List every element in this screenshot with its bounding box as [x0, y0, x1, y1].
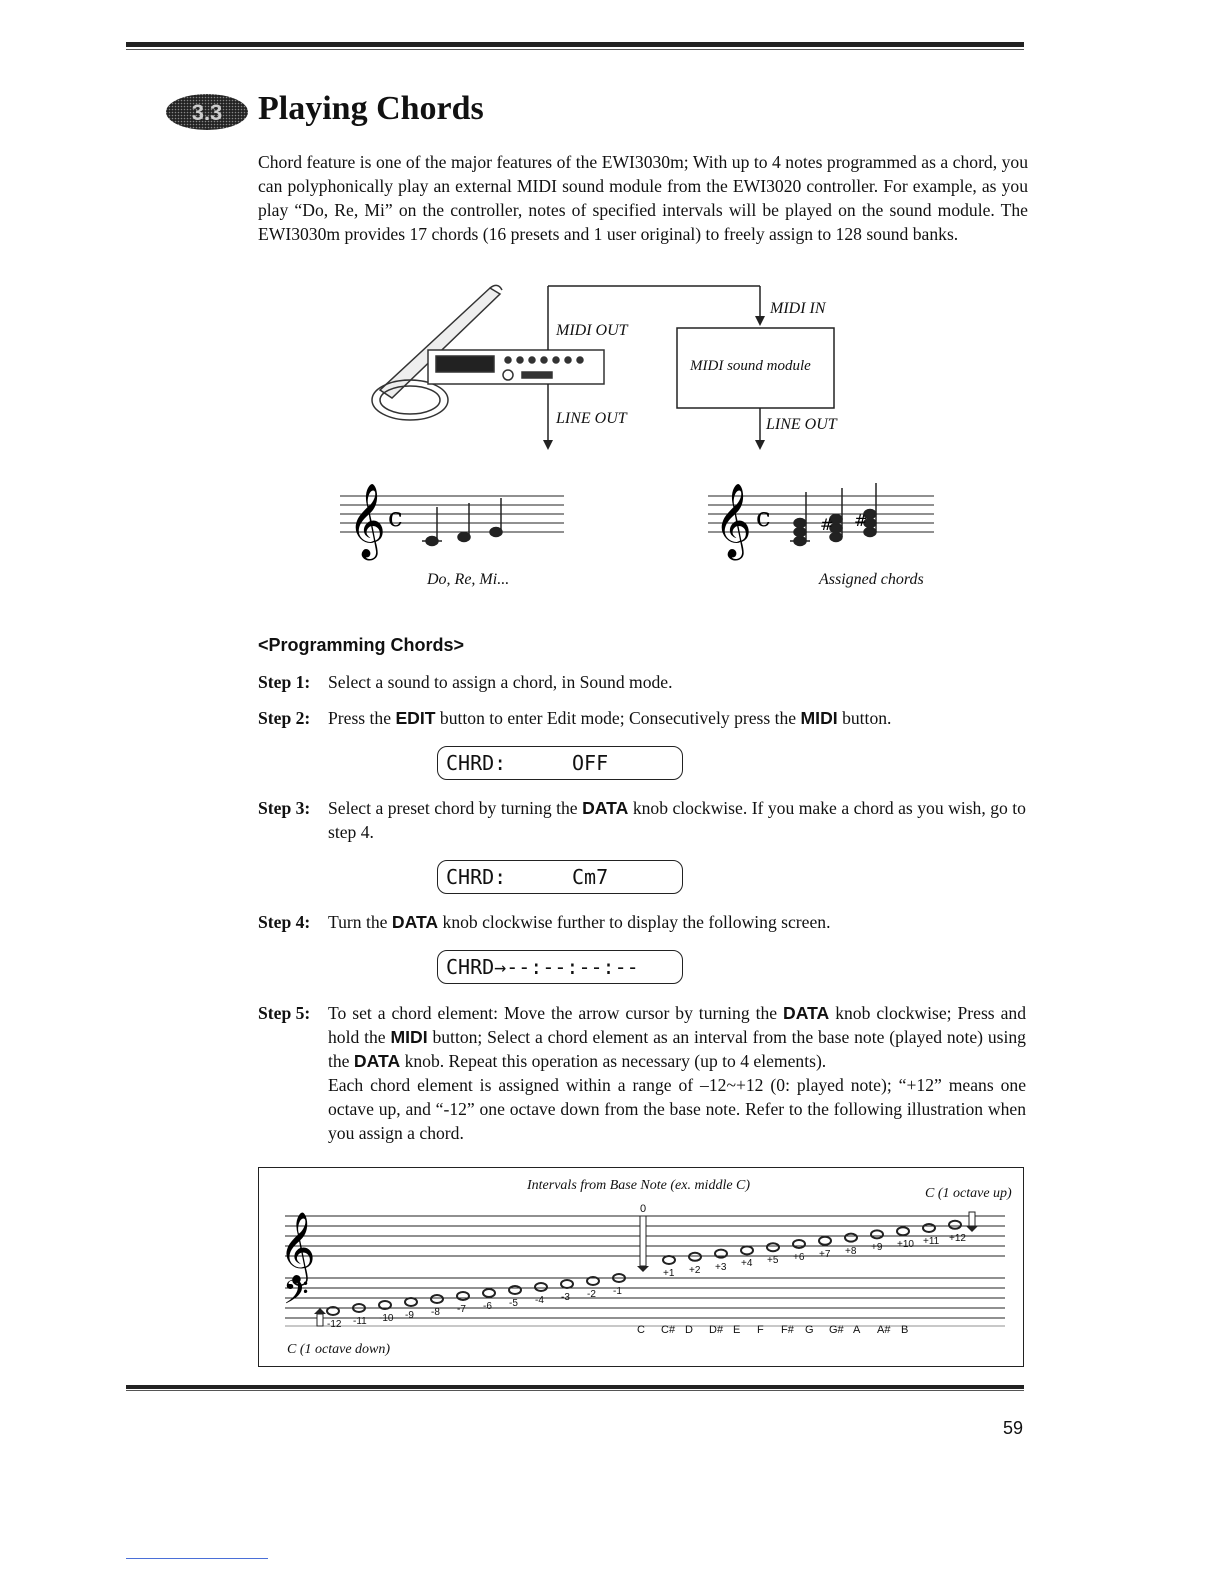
page-title: Playing Chords [258, 90, 484, 127]
descending-notes [327, 1274, 625, 1315]
lcd-display-chord-cm7: CHRD: Cm7 [437, 860, 683, 894]
step-text: Select a sound to assign a chord, in Sound mode. [328, 672, 673, 692]
interval-up-label: +3 [715, 1261, 727, 1273]
interval-up-label: +12 [949, 1232, 966, 1244]
note-head [431, 1295, 443, 1303]
note-name-label: D [685, 1324, 693, 1336]
note-head [793, 1240, 805, 1248]
note-head [871, 1230, 883, 1238]
note-head [819, 1237, 831, 1245]
interval-up-label: +5 [767, 1255, 779, 1267]
octave-down-label: C (1 octave down) [287, 1342, 391, 1357]
note-name-label: E [733, 1324, 741, 1336]
interval-down-label: -12 [327, 1319, 342, 1330]
note-head [767, 1243, 779, 1251]
note-name-label: F# [781, 1324, 794, 1336]
interval-down-label: -1 [613, 1286, 622, 1297]
note-name-label: G# [829, 1324, 844, 1336]
caption-assigned-chords: Assigned chords [819, 571, 924, 588]
note-head [897, 1227, 909, 1235]
note-head [689, 1253, 701, 1261]
note-head [535, 1283, 547, 1291]
note-head [483, 1289, 495, 1297]
note-head [561, 1280, 573, 1288]
interval-chart [258, 1167, 1024, 1367]
note-name-label: C# [661, 1324, 676, 1336]
zero-label: 0 [640, 1203, 647, 1215]
section-badge-icon [165, 93, 249, 131]
top-rule [126, 42, 1024, 47]
bottom-rule [126, 1385, 1024, 1389]
note-name-label: A# [877, 1324, 891, 1336]
treble-clef-icon-2: 𝄞 [714, 484, 752, 558]
note-head [741, 1246, 753, 1254]
note-head [405, 1298, 417, 1306]
bass-staff [285, 1278, 1005, 1318]
interval-down-label: -7 [457, 1304, 466, 1315]
interval-up-label: +4 [741, 1258, 753, 1270]
ewi3030m-module-icon [428, 350, 604, 384]
note-head [923, 1224, 935, 1232]
interval-down-label: -10 [379, 1313, 394, 1324]
intro-paragraph: Chord feature is one of the major features of the EWI3030m; With up to 4 notes programmed as a chord, you can polyphonically play an external MIDI sound module from the EWI3020 controller. For example, as you play “Do, Re, Mi” on the controller, notes of specified intervals will be played on the sound module. The EWI3030m provides 17 chords (16 presets and 1 user original) to freely assign to 128 sound banks. [258, 152, 1028, 244]
svg-text:#: # [820, 515, 834, 534]
note-head [949, 1221, 961, 1229]
line-out-left-label: LINE OUT [556, 410, 627, 427]
step-text: Turn the DATA knob clockwise further to display the following screen. [328, 912, 831, 932]
interval-down-label: -5 [509, 1298, 518, 1309]
svg-text:c: c [756, 503, 771, 533]
interval-up-label: +8 [845, 1245, 857, 1257]
step-text: Select a preset chord by turning the DATA knob clockwise. If you make a chord as you wish, go to step 4. [328, 798, 1026, 842]
svg-text:c: c [388, 503, 403, 533]
edit-keyword: EDIT [395, 708, 436, 728]
step-label: Step 1: [258, 672, 311, 692]
interval-up-label: +7 [819, 1248, 831, 1260]
footer-link-line [126, 1558, 268, 1559]
interval-down-label: -6 [483, 1301, 492, 1312]
chart-title: Intervals from Base Note (ex. middle C) [527, 1178, 751, 1193]
step-label: Step 5: [258, 1003, 311, 1023]
note-head [457, 1292, 469, 1300]
page-number: 59 [1003, 1418, 1024, 1438]
note-head [663, 1256, 675, 1264]
bottom-rule-thin [126, 1390, 1024, 1391]
svg-text:#: # [854, 511, 868, 530]
interval-down-label: -9 [405, 1310, 414, 1321]
note-name-label: C [637, 1324, 645, 1336]
note-name-label: F [757, 1324, 764, 1336]
ascending-notes [663, 1221, 961, 1267]
line-out-right-label: LINE OUT [766, 416, 837, 433]
step-label: Step 3: [258, 798, 311, 818]
step-text: To set a chord element: Move the arrow cursor by turning the DATA knob clockwise; Press and hold the MIDI button; Select a chord element as an interval from the base note (played note) using the DATA knob. Repeat this operation as necessary (up to 4 elements). Each chord element is assigned within a range of –12~+12 (0: played note); “+12” means one octave up, and “-12” one octave down from the base note. Refer to the following illustration when you assign a chord. [328, 1003, 1026, 1143]
midi-in-label: MIDI IN [770, 300, 826, 317]
note-head [509, 1286, 521, 1294]
interval-down-label: -2 [587, 1289, 596, 1300]
interval-up-label: +6 [793, 1252, 805, 1263]
note-name-label: G [805, 1324, 814, 1336]
connection-diagram [340, 280, 980, 610]
section-heading: <Programming Chords> [258, 635, 465, 655]
lcd-display-chord-off: CHRD: OFF [437, 746, 683, 780]
treble-clef-icon: 𝄞 [348, 484, 386, 558]
interval-down-label: -4 [535, 1295, 544, 1306]
note-name-label: A [853, 1324, 861, 1336]
interval-up-label: +1 [663, 1268, 675, 1279]
lcd-display-chord-edit: CHRD→--:--:--:-- [437, 950, 683, 984]
interval-down-label: -3 [561, 1292, 570, 1303]
data-keyword: DATA [391, 912, 439, 932]
octave-up-label: C (1 octave up) [925, 1186, 1012, 1201]
note-name-label: B [901, 1324, 909, 1336]
interval-down-label: -8 [431, 1307, 440, 1318]
step-text: Press the EDIT button to enter Edit mode; Consecutively press the MIDI button. [328, 708, 892, 728]
interval-up-label: +11 [923, 1236, 940, 1247]
midi-out-label: MIDI OUT [556, 322, 628, 339]
top-rule-thin [126, 49, 1024, 50]
interval-up-label: +10 [897, 1239, 914, 1251]
step-label: Step 2: [258, 708, 311, 728]
caption-do-re-mi: Do, Re, Mi... [427, 571, 510, 588]
midi-keyword: MIDI [800, 708, 838, 728]
midi-sound-module-label: MIDI sound module [690, 358, 811, 374]
interval-up-label: +2 [689, 1264, 701, 1276]
note-head [845, 1234, 857, 1242]
interval-down-label: -11 [353, 1316, 367, 1327]
section-badge: 3.3 [191, 100, 223, 125]
data-keyword: DATA [582, 798, 629, 818]
bass-clef-icon: 𝄢 [283, 1274, 309, 1320]
step-label: Step 4: [258, 912, 311, 932]
note-name-label: D# [709, 1324, 724, 1336]
treble-clef-icon-3: 𝄞 [279, 1210, 316, 1283]
interval-up-label: +9 [871, 1242, 883, 1254]
